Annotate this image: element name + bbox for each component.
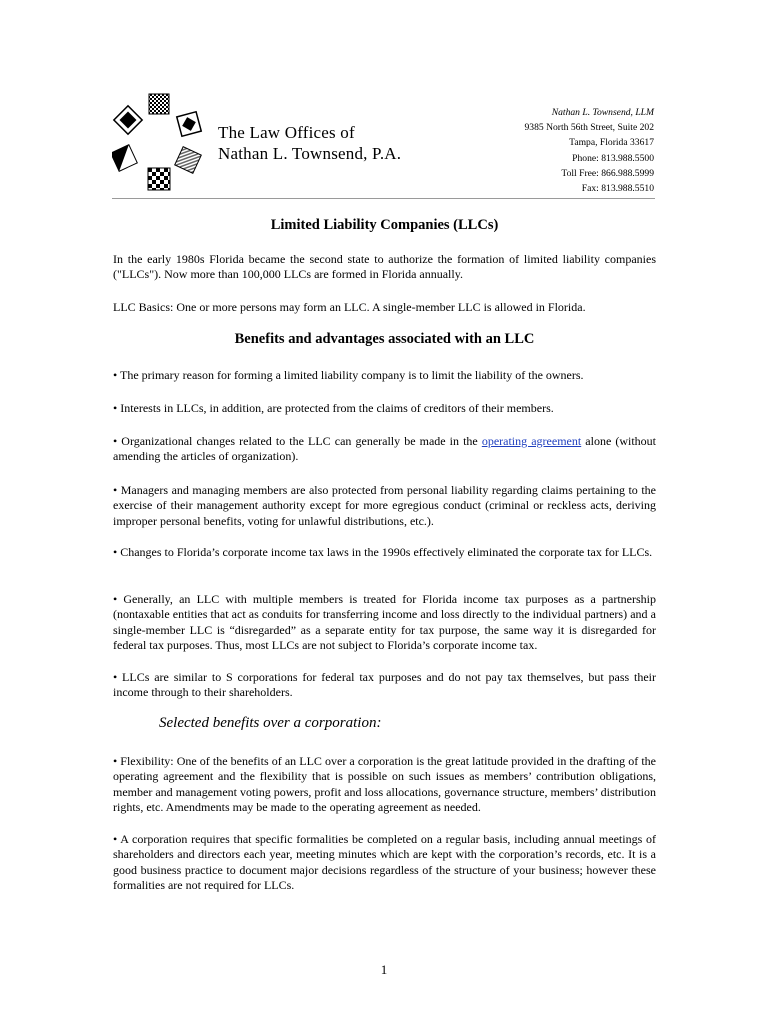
bullet-corporate-tax: • Changes to Florida’s corporate income tax laws in the 1990s effectively eliminated the corporate tax for LLCs. <box>113 545 653 559</box>
bullet-formalities: • A corporation requires that specific formalities be completed on a regular basis, including annual meetings of shareholders and directors each year, meeting minutes which are kept with the corporation’s records, etc. It is a good business practice to document major decisions regardless of the structure of your business; however these formalities are not required for LLCs. <box>113 832 656 893</box>
law-firm-logo <box>112 92 208 192</box>
toll-free-number: Toll Free: 866.988.5999 <box>561 167 654 179</box>
bullet-flexibility: • Flexibility: One of the benefits of an LLC over a corporation is the great latitude provided in the drafting of the operating agreement and the flexibility that is possible on such issues as members’ contribution obligations, member and management voting powers, profit and loss allocations, governance structure, members’ distribution rights, etc. Amendments may be made to the operating agreement as needed. <box>113 754 656 815</box>
firm-name-line2: Nathan L. Townsend, P.A. <box>218 144 402 163</box>
letterhead <box>0 0 768 200</box>
page-number: 1 <box>380 962 388 977</box>
operating-agreement-link[interactable]: operating agreement <box>481 434 582 448</box>
street-address: 9385 North 56th Street, Suite 202 <box>524 122 654 134</box>
contact-name: Nathan L. Townsend, LLM <box>551 107 654 118</box>
phone-number: Phone: 813.988.5500 <box>572 152 654 164</box>
fax-number: Fax: 813.988.5510 <box>581 183 654 195</box>
benefits-heading: Benefits and advantages associated with an LLC <box>234 331 535 347</box>
bullet-creditor-protection: • Interests in LLCs, in addition, are protected from the claims of creditors of their members. <box>113 401 554 415</box>
bullet-manager-protection: • Managers and managing members are also protected from personal liability regarding claims pertaining to the exercise of their management authority except for more egregious conduct (criminal or reckless acts, deriving improper personal benefits, voting for unlawful distributions, etc.). <box>113 483 656 528</box>
bullet3-text-before: • Organizational changes related to the LLC can generally be made in the <box>113 434 482 448</box>
selected-benefits-heading: Selected benefits over a corporation: <box>159 715 382 731</box>
firm-name-line1: The Law Offices of <box>218 123 355 142</box>
bullet-limit-liability: • The primary reason for forming a limited liability company is to limit the liability of the owners. <box>113 368 584 382</box>
bullet-tax-treatment: • Generally, an LLC with multiple members is treated for Florida income tax purposes as a partnership (nontaxable entities that act as conduits for transferring income and loss directly to the individual partners) and a single-member LLC is “disregarded” as a separate entity for tax purpose, the same way it is disregarded for federal tax purposes. Thus, most LLCs are not subject to Florida’s corporate income tax. <box>113 592 656 653</box>
city-state-zip: Tampa, Florida 33617 <box>569 137 654 149</box>
bullet-organizational-changes <box>113 434 656 465</box>
document-title: Limited Liability Companies (LLCs) <box>270 217 499 233</box>
intro-paragraph: In the early 1980s Florida became the second state to authorize the formation of limited liability companies ("LLCs"). Now more than 100,000 LLCs are formed in Florida annually. <box>113 252 656 282</box>
firm-name <box>218 122 401 164</box>
header-divider <box>112 198 655 199</box>
basics-paragraph: LLC Basics: One or more persons may form an LLC. A single-member LLC is allowed in Florida. <box>113 300 586 314</box>
contact-block <box>524 105 654 196</box>
bullet3-text-after: alone (without amending the articles of organization). <box>113 434 657 464</box>
bullet-s-corporation: • LLCs are similar to S corporations for federal tax purposes and do not pay tax themselves, but pass their income through to their shareholders. <box>113 670 656 700</box>
